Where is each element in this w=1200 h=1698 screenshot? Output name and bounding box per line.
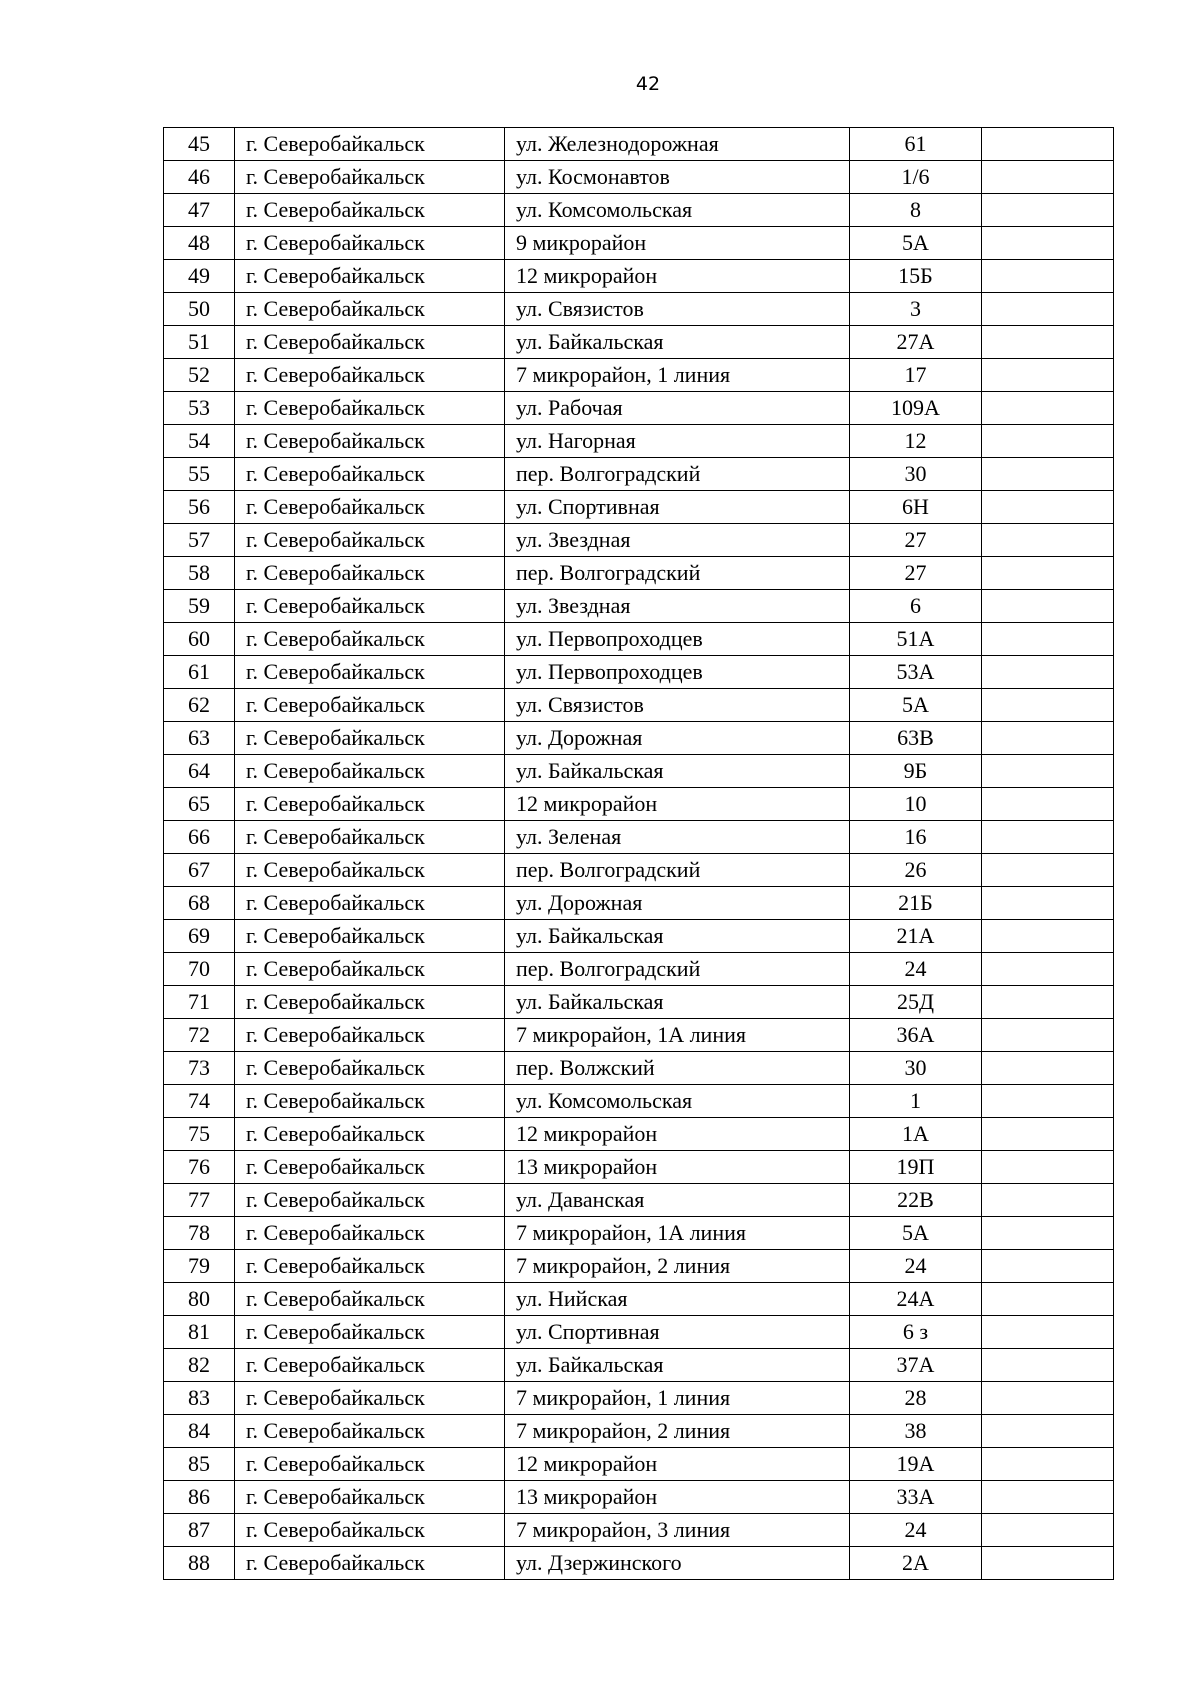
house-number-cell: 8 <box>850 194 982 227</box>
street-cell: ул. Рабочая <box>505 392 850 425</box>
empty-cell <box>982 788 1114 821</box>
house-number-cell: 63В <box>850 722 982 755</box>
empty-cell <box>982 557 1114 590</box>
house-number-cell: 30 <box>850 458 982 491</box>
table-row <box>164 425 1114 458</box>
street-cell: 7 микрорайон, 3 линия <box>505 1514 850 1547</box>
empty-cell <box>982 1250 1114 1283</box>
row-number-cell: 56 <box>164 491 235 524</box>
city-cell: г. Северобайкальск <box>235 392 505 425</box>
empty-cell <box>982 128 1114 161</box>
street-cell: ул. Зеленая <box>505 821 850 854</box>
row-number-cell: 73 <box>164 1052 235 1085</box>
house-number-cell: 1 <box>850 1085 982 1118</box>
row-number-cell: 76 <box>164 1151 235 1184</box>
street-cell: 12 микрорайон <box>505 260 850 293</box>
street-cell: 7 микрорайон, 1А линия <box>505 1217 850 1250</box>
table-row <box>164 788 1114 821</box>
city-cell: г. Северобайкальск <box>235 227 505 260</box>
street-cell: ул. Дорожная <box>505 722 850 755</box>
empty-cell <box>982 227 1114 260</box>
street-cell: ул. Космонавтов <box>505 161 850 194</box>
street-cell: ул. Нийская <box>505 1283 850 1316</box>
street-cell: ул. Байкальская <box>505 920 850 953</box>
table-row <box>164 821 1114 854</box>
house-number-cell: 30 <box>850 1052 982 1085</box>
table-row <box>164 755 1114 788</box>
table-row <box>164 920 1114 953</box>
row-number-cell: 68 <box>164 887 235 920</box>
row-number-cell: 54 <box>164 425 235 458</box>
street-cell: ул. Спортивная <box>505 491 850 524</box>
table-row <box>164 227 1114 260</box>
empty-cell <box>982 986 1114 1019</box>
table-row <box>164 128 1114 161</box>
street-cell: ул. Железнодорожная <box>505 128 850 161</box>
empty-cell <box>982 1514 1114 1547</box>
table-row <box>164 1052 1114 1085</box>
street-cell: ул. Первопроходцев <box>505 623 850 656</box>
house-number-cell: 21Б <box>850 887 982 920</box>
row-number-cell: 50 <box>164 293 235 326</box>
street-cell: 13 микрорайон <box>505 1151 850 1184</box>
table-row <box>164 392 1114 425</box>
house-number-cell: 19П <box>850 1151 982 1184</box>
house-number-cell: 5А <box>850 689 982 722</box>
city-cell: г. Северобайкальск <box>235 1019 505 1052</box>
city-cell: г. Северобайкальск <box>235 326 505 359</box>
table-row <box>164 1085 1114 1118</box>
city-cell: г. Северобайкальск <box>235 194 505 227</box>
empty-cell <box>982 1481 1114 1514</box>
table-row <box>164 689 1114 722</box>
table-row <box>164 722 1114 755</box>
row-number-cell: 46 <box>164 161 235 194</box>
street-cell: ул. Комсомольская <box>505 194 850 227</box>
table-row <box>164 1349 1114 1382</box>
house-number-cell: 26 <box>850 854 982 887</box>
house-number-cell: 10 <box>850 788 982 821</box>
empty-cell <box>982 920 1114 953</box>
empty-cell <box>982 1085 1114 1118</box>
house-number-cell: 12 <box>850 425 982 458</box>
street-cell: ул. Дорожная <box>505 887 850 920</box>
table-row <box>164 1217 1114 1250</box>
city-cell: г. Северобайкальск <box>235 1448 505 1481</box>
table-row <box>164 887 1114 920</box>
house-number-cell: 19А <box>850 1448 982 1481</box>
street-cell: 12 микрорайон <box>505 788 850 821</box>
house-number-cell: 27А <box>850 326 982 359</box>
table-row <box>164 1184 1114 1217</box>
empty-cell <box>982 359 1114 392</box>
empty-cell <box>982 293 1114 326</box>
row-number-cell: 87 <box>164 1514 235 1547</box>
city-cell: г. Северобайкальск <box>235 689 505 722</box>
city-cell: г. Северобайкальск <box>235 1052 505 1085</box>
table-row <box>164 1415 1114 1448</box>
city-cell: г. Северобайкальск <box>235 755 505 788</box>
table-row <box>164 557 1114 590</box>
row-number-cell: 61 <box>164 656 235 689</box>
table-row <box>164 854 1114 887</box>
empty-cell <box>982 458 1114 491</box>
house-number-cell: 21А <box>850 920 982 953</box>
house-number-cell: 53А <box>850 656 982 689</box>
house-number-cell: 24 <box>850 1514 982 1547</box>
empty-cell <box>982 1052 1114 1085</box>
empty-cell <box>982 161 1114 194</box>
row-number-cell: 58 <box>164 557 235 590</box>
house-number-cell: 15Б <box>850 260 982 293</box>
street-cell: ул. Звездная <box>505 590 850 623</box>
empty-cell <box>982 656 1114 689</box>
house-number-cell: 6Н <box>850 491 982 524</box>
empty-cell <box>982 1184 1114 1217</box>
table-row <box>164 1316 1114 1349</box>
city-cell: г. Северобайкальск <box>235 788 505 821</box>
street-cell: 12 микрорайон <box>505 1448 850 1481</box>
city-cell: г. Северобайкальск <box>235 1514 505 1547</box>
row-number-cell: 65 <box>164 788 235 821</box>
city-cell: г. Северобайкальск <box>235 1415 505 1448</box>
row-number-cell: 52 <box>164 359 235 392</box>
table-row <box>164 161 1114 194</box>
empty-cell <box>982 953 1114 986</box>
city-cell: г. Северобайкальск <box>235 920 505 953</box>
table-row <box>164 953 1114 986</box>
house-number-cell: 33А <box>850 1481 982 1514</box>
page-number: 42 <box>635 73 661 95</box>
empty-cell <box>982 425 1114 458</box>
street-cell: пер. Волгоградский <box>505 953 850 986</box>
city-cell: г. Северобайкальск <box>235 623 505 656</box>
city-cell: г. Северобайкальск <box>235 425 505 458</box>
empty-cell <box>982 1217 1114 1250</box>
address-table-body <box>164 128 1114 1580</box>
row-number-cell: 72 <box>164 1019 235 1052</box>
house-number-cell: 1/6 <box>850 161 982 194</box>
table-row <box>164 260 1114 293</box>
row-number-cell: 53 <box>164 392 235 425</box>
row-number-cell: 64 <box>164 755 235 788</box>
empty-cell <box>982 1019 1114 1052</box>
row-number-cell: 79 <box>164 1250 235 1283</box>
table-row <box>164 1547 1114 1580</box>
city-cell: г. Северобайкальск <box>235 260 505 293</box>
empty-cell <box>982 1151 1114 1184</box>
row-number-cell: 81 <box>164 1316 235 1349</box>
city-cell: г. Северобайкальск <box>235 1151 505 1184</box>
table-row <box>164 590 1114 623</box>
table-row <box>164 1250 1114 1283</box>
city-cell: г. Северобайкальск <box>235 1382 505 1415</box>
row-number-cell: 51 <box>164 326 235 359</box>
empty-cell <box>982 1349 1114 1382</box>
city-cell: г. Северобайкальск <box>235 1118 505 1151</box>
row-number-cell: 63 <box>164 722 235 755</box>
table-row <box>164 1151 1114 1184</box>
house-number-cell: 24А <box>850 1283 982 1316</box>
city-cell: г. Северобайкальск <box>235 1250 505 1283</box>
city-cell: г. Северобайкальск <box>235 821 505 854</box>
house-number-cell: 109А <box>850 392 982 425</box>
empty-cell <box>982 689 1114 722</box>
city-cell: г. Северобайкальск <box>235 590 505 623</box>
city-cell: г. Северобайкальск <box>235 557 505 590</box>
city-cell: г. Северобайкальск <box>235 1217 505 1250</box>
house-number-cell: 51А <box>850 623 982 656</box>
empty-cell <box>982 260 1114 293</box>
street-cell: ул. Связистов <box>505 689 850 722</box>
empty-cell <box>982 1118 1114 1151</box>
row-number-cell: 78 <box>164 1217 235 1250</box>
row-number-cell: 60 <box>164 623 235 656</box>
row-number-cell: 86 <box>164 1481 235 1514</box>
row-number-cell: 62 <box>164 689 235 722</box>
empty-cell <box>982 1283 1114 1316</box>
row-number-cell: 74 <box>164 1085 235 1118</box>
table-row <box>164 623 1114 656</box>
street-cell: ул. Первопроходцев <box>505 656 850 689</box>
street-cell: ул. Нагорная <box>505 425 850 458</box>
city-cell: г. Северобайкальск <box>235 1481 505 1514</box>
city-cell: г. Северобайкальск <box>235 1316 505 1349</box>
row-number-cell: 48 <box>164 227 235 260</box>
city-cell: г. Северобайкальск <box>235 1547 505 1580</box>
street-cell: 7 микрорайон, 1 линия <box>505 359 850 392</box>
street-cell: пер. Волжский <box>505 1052 850 1085</box>
city-cell: г. Северобайкальск <box>235 1283 505 1316</box>
empty-cell <box>982 1382 1114 1415</box>
empty-cell <box>982 623 1114 656</box>
table-row <box>164 1118 1114 1151</box>
row-number-cell: 49 <box>164 260 235 293</box>
empty-cell <box>982 326 1114 359</box>
empty-cell <box>982 722 1114 755</box>
house-number-cell: 9Б <box>850 755 982 788</box>
city-cell: г. Северобайкальск <box>235 524 505 557</box>
table-row <box>164 656 1114 689</box>
house-number-cell: 28 <box>850 1382 982 1415</box>
empty-cell <box>982 491 1114 524</box>
house-number-cell: 36А <box>850 1019 982 1052</box>
street-cell: ул. Байкальская <box>505 1349 850 1382</box>
table-row <box>164 293 1114 326</box>
house-number-cell: 5А <box>850 1217 982 1250</box>
city-cell: г. Северобайкальск <box>235 887 505 920</box>
row-number-cell: 59 <box>164 590 235 623</box>
street-cell: 12 микрорайон <box>505 1118 850 1151</box>
house-number-cell: 38 <box>850 1415 982 1448</box>
street-cell: 7 микрорайон, 1 линия <box>505 1382 850 1415</box>
house-number-cell: 6 <box>850 590 982 623</box>
house-number-cell: 22В <box>850 1184 982 1217</box>
row-number-cell: 66 <box>164 821 235 854</box>
table-row <box>164 359 1114 392</box>
empty-cell <box>982 821 1114 854</box>
street-cell: 7 микрорайон, 2 линия <box>505 1250 850 1283</box>
street-cell: ул. Звездная <box>505 524 850 557</box>
table-row <box>164 458 1114 491</box>
house-number-cell: 24 <box>850 953 982 986</box>
row-number-cell: 84 <box>164 1415 235 1448</box>
city-cell: г. Северобайкальск <box>235 1085 505 1118</box>
row-number-cell: 83 <box>164 1382 235 1415</box>
street-cell: пер. Волгоградский <box>505 557 850 590</box>
table-row <box>164 491 1114 524</box>
house-number-cell: 6 з <box>850 1316 982 1349</box>
street-cell: ул. Байкальская <box>505 755 850 788</box>
empty-cell <box>982 524 1114 557</box>
street-cell: ул. Спортивная <box>505 1316 850 1349</box>
row-number-cell: 82 <box>164 1349 235 1382</box>
table-row <box>164 1448 1114 1481</box>
empty-cell <box>982 1316 1114 1349</box>
row-number-cell: 69 <box>164 920 235 953</box>
table-row <box>164 1019 1114 1052</box>
table-row <box>164 1382 1114 1415</box>
table-row <box>164 524 1114 557</box>
street-cell: 9 микрорайон <box>505 227 850 260</box>
empty-cell <box>982 755 1114 788</box>
street-cell: ул. Связистов <box>505 293 850 326</box>
city-cell: г. Северобайкальск <box>235 491 505 524</box>
house-number-cell: 16 <box>850 821 982 854</box>
city-cell: г. Северобайкальск <box>235 722 505 755</box>
city-cell: г. Северобайкальск <box>235 1349 505 1382</box>
house-number-cell: 37А <box>850 1349 982 1382</box>
empty-cell <box>982 854 1114 887</box>
house-number-cell: 17 <box>850 359 982 392</box>
house-number-cell: 27 <box>850 524 982 557</box>
row-number-cell: 80 <box>164 1283 235 1316</box>
row-number-cell: 47 <box>164 194 235 227</box>
empty-cell <box>982 1448 1114 1481</box>
house-number-cell: 27 <box>850 557 982 590</box>
city-cell: г. Северобайкальск <box>235 359 505 392</box>
house-number-cell: 24 <box>850 1250 982 1283</box>
street-cell: 7 микрорайон, 2 линия <box>505 1415 850 1448</box>
city-cell: г. Северобайкальск <box>235 986 505 1019</box>
house-number-cell: 1А <box>850 1118 982 1151</box>
row-number-cell: 57 <box>164 524 235 557</box>
row-number-cell: 75 <box>164 1118 235 1151</box>
empty-cell <box>982 590 1114 623</box>
row-number-cell: 67 <box>164 854 235 887</box>
table-row <box>164 326 1114 359</box>
table-row <box>164 1481 1114 1514</box>
city-cell: г. Северобайкальск <box>235 1184 505 1217</box>
street-cell: 13 микрорайон <box>505 1481 850 1514</box>
street-cell: ул. Комсомольская <box>505 1085 850 1118</box>
empty-cell <box>982 392 1114 425</box>
city-cell: г. Северобайкальск <box>235 128 505 161</box>
house-number-cell: 61 <box>850 128 982 161</box>
row-number-cell: 70 <box>164 953 235 986</box>
street-cell: ул. Дзержинского <box>505 1547 850 1580</box>
table-row <box>164 1283 1114 1316</box>
empty-cell <box>982 194 1114 227</box>
address-table <box>163 127 1114 1580</box>
empty-cell <box>982 1415 1114 1448</box>
table-row <box>164 194 1114 227</box>
house-number-cell: 25Д <box>850 986 982 1019</box>
empty-cell <box>982 887 1114 920</box>
row-number-cell: 77 <box>164 1184 235 1217</box>
city-cell: г. Северобайкальск <box>235 854 505 887</box>
row-number-cell: 88 <box>164 1547 235 1580</box>
street-cell: 7 микрорайон, 1А линия <box>505 1019 850 1052</box>
row-number-cell: 45 <box>164 128 235 161</box>
house-number-cell: 2А <box>850 1547 982 1580</box>
street-cell: ул. Байкальская <box>505 986 850 1019</box>
city-cell: г. Северобайкальск <box>235 953 505 986</box>
house-number-cell: 3 <box>850 293 982 326</box>
house-number-cell: 5А <box>850 227 982 260</box>
street-cell: пер. Волгоградский <box>505 854 850 887</box>
city-cell: г. Северобайкальск <box>235 161 505 194</box>
row-number-cell: 71 <box>164 986 235 1019</box>
row-number-cell: 85 <box>164 1448 235 1481</box>
empty-cell <box>982 1547 1114 1580</box>
table-row <box>164 986 1114 1019</box>
street-cell: ул. Байкальская <box>505 326 850 359</box>
city-cell: г. Северобайкальск <box>235 656 505 689</box>
city-cell: г. Северобайкальск <box>235 293 505 326</box>
table-row <box>164 1514 1114 1547</box>
row-number-cell: 55 <box>164 458 235 491</box>
street-cell: пер. Волгоградский <box>505 458 850 491</box>
city-cell: г. Северобайкальск <box>235 458 505 491</box>
street-cell: ул. Даванская <box>505 1184 850 1217</box>
